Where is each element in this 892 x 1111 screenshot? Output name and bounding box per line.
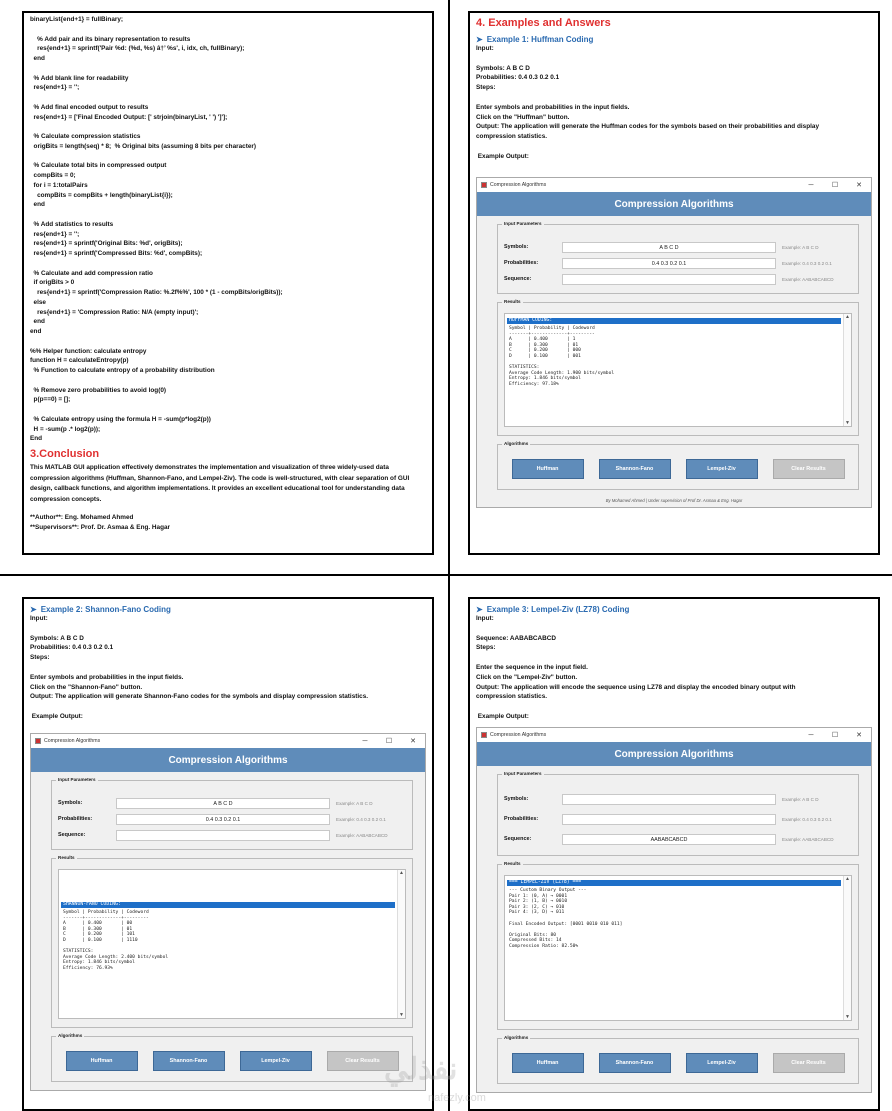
algorithms-group-label: Algorithms: [504, 441, 529, 446]
result-header-line[interactable]: SHANNON-FANO CODING:: [61, 902, 395, 908]
results-scrollbar[interactable]: [397, 870, 405, 1018]
sequence-label: Sequence:: [504, 276, 532, 282]
close-icon[interactable]: ✕: [856, 182, 862, 189]
scroll-up-icon: ▲: [399, 870, 404, 876]
app-icon: [35, 738, 41, 744]
symbols-example: Example: A B C D: [336, 800, 373, 806]
document-page-example-lempel-ziv: [468, 597, 880, 1111]
arrow-icon: ➤: [476, 35, 483, 44]
probabilities-label: Probabilities:: [504, 260, 539, 266]
sequence-input[interactable]: [116, 830, 330, 841]
probabilities-label: Probabilities:: [58, 816, 93, 822]
code-listing: binaryList{end+1} = fullBinary; % Add pair and its binary representation to results res{end+1} = sprintf('Pair %d: (%d, %s) â†’ %s', i, idx, ch, fullBinary); end % Add blank line for readability res{end+1} = ''; % Add final encoded output to results res{end+1} = ['Final Encoded Output: [' strjoin(binaryList, ' ') ']']; % Calculate compression statistics origBits = length(seq) * 8; % Original bits (assuming 8 bits per character) % Calculate total bits in compressed output compBits = 0; for i = 1:totalPairs compBits = compBits + length(binaryList{i}); end % Add statistics to results res{end+1} = ''; res{end+1} = sprintf('Original Bits: %d', origBits); res{end+1} = sprintf('Compressed Bits: %d', compBits); % Calculate and add compression ratio if origBits > 0 res{end+1} = sprintf('Compression Ratio: %.2f%%', 100 * (1 - compBits/origBits)); else res{end+1} = 'Compression Ratio: N/A (empty input)'; end end %% Helper function: calculate entropy function H = calculateEntropy(p) % Function to calculate entropy of a probability distribution % Remove zero probabilities to avoid log(0) p(p==0) = []; % Calculate entropy using the formula H = -sum(p*log2(p)) H = -sum(p .* log2(p)); End: [30, 16, 283, 443]
probabilities-example: Example: 0.4 0.3 0.2 0.1: [782, 816, 832, 822]
algorithms-group: [497, 441, 859, 490]
maximize-icon[interactable]: ☐: [831, 182, 839, 189]
results-group: [497, 299, 859, 436]
supervisors-line: **Supervisors**: Prof. Dr. Asmaa & Eng. Hagar: [30, 524, 171, 531]
sequence-label: Sequence:: [504, 836, 532, 842]
arrow-icon: ➤: [476, 605, 483, 614]
lempel-ziv-button[interactable]: Lempel-Ziv: [686, 459, 758, 479]
input-parameters-group: [51, 777, 413, 850]
document-page-example-shannon: [22, 597, 434, 1111]
sequence-example: Example: AABABCABCD: [336, 832, 388, 838]
result-text: --- Custom Binary Output --- Pair 1: (0, A) → 0001 Pair 2: (1, B) → 0010 Pair 3: (2, C) → 010 Pair 4: (3, D) → 011 Final Encoded Output: [0001 0010 010 011] Original Bits: 80 Compressed Bits: 14 Compression Ratio: 82.50%: [509, 888, 623, 949]
results-group-label: Results: [504, 299, 521, 304]
algorithms-group-label: Algorithms: [58, 1033, 83, 1038]
maximize-icon[interactable]: ☐: [385, 738, 393, 745]
symbols-example: Example: A B C D: [782, 244, 819, 250]
symbols-example: Example: A B C D: [782, 796, 819, 802]
result-header-line[interactable]: HUFFMAN CODING:: [507, 318, 841, 324]
clear-results-button[interactable]: Clear Results: [773, 459, 845, 479]
app-window: [30, 733, 426, 1091]
symbols-input[interactable]: A B C D: [562, 242, 776, 253]
probabilities-example: Example: 0.4 0.3 0.2 0.1: [782, 260, 832, 266]
app-banner: Compression Algorithms: [477, 742, 871, 766]
scroll-up-icon: ▲: [845, 876, 850, 882]
symbols-label: Symbols:: [504, 244, 529, 250]
sequence-input[interactable]: [562, 274, 776, 285]
results-group-label: Results: [504, 861, 521, 866]
app-icon: [481, 182, 487, 188]
sequence-example: Example: AABABCABCD: [782, 276, 834, 282]
app-banner: Compression Algorithms: [31, 748, 425, 772]
result-text: Symbol | Probability | Codeword -------+-------------+--------- A | 0.400 | 1 B | 0.300 | 01 C | 0.200 | 000 D | 0.100 | 001 STATISTICS: Average Code Length: 1.900 bits/symbol Entropy: 1.846 bits/symbol Efficiency: 97.18%: [509, 326, 615, 387]
results-listbox[interactable]: [504, 875, 852, 1021]
results-listbox[interactable]: [58, 869, 406, 1019]
input-group-label: Input Parameters: [504, 771, 542, 776]
lempel-ziv-button[interactable]: Lempel-Ziv: [686, 1053, 758, 1073]
minimize-icon[interactable]: ─: [362, 737, 368, 745]
lempel-ziv-button[interactable]: Lempel-Ziv: [240, 1051, 312, 1071]
scroll-down-icon: ▼: [845, 420, 850, 426]
watermark-logo: نفذلي: [384, 1053, 458, 1086]
scroll-up-icon: ▲: [845, 314, 850, 320]
sequence-label: Sequence:: [58, 832, 86, 838]
example-body: Input: Symbols: A B C D Probabilities: 0.4 0.3 0.2 0.1 Steps: Enter symbols and probabilities in the input fields. Click on the "Huffman" button. Output: The application will generate the Huffman codes for the symbols based on their probabilities and display compression statistics. Example Output:: [476, 45, 820, 160]
results-group-label: Results: [58, 855, 75, 860]
clear-results-button[interactable]: Clear Results: [327, 1051, 399, 1071]
watermark-url: nafezly.com: [428, 1092, 486, 1104]
window-title: Compression Algorithms: [490, 182, 547, 188]
window-title: Compression Algorithms: [44, 738, 101, 744]
input-group-label: Input Parameters: [58, 777, 96, 782]
input-group-label: Input Parameters: [504, 221, 542, 226]
example-body: Input: Sequence: AABABCABCD Steps: Enter the sequence in the input field. Click on the "Lempel-Ziv" button. Output: The application will encode the sequence using LZ78 and display the encoded binary output with compression statistics. Example Output:: [476, 615, 796, 720]
page-divider-horizontal: [0, 574, 892, 576]
probabilities-input[interactable]: [562, 814, 776, 825]
shannon-fano-button[interactable]: Shannon-Fano: [599, 459, 671, 479]
example-title: ➤ Example 2: Shannon-Fano Coding: [30, 605, 171, 614]
probabilities-input[interactable]: 0.4 0.3 0.2 0.1: [562, 258, 776, 269]
algorithms-group: [51, 1033, 413, 1082]
minimize-icon[interactable]: ─: [808, 181, 814, 189]
example-title: ➤ Example 3: Lempel-Ziv (LZ78) Coding: [476, 605, 630, 614]
scroll-down-icon: ▼: [399, 1012, 404, 1018]
huffman-button[interactable]: Huffman: [66, 1051, 138, 1071]
results-listbox[interactable]: [504, 313, 852, 427]
example-body: Input: Symbols: A B C D Probabilities: 0.4 0.3 0.2 0.1 Steps: Enter symbols and probabilities in the input fields. Click on the "Shannon-Fano" button. Output: The application will generate Shannon-Fano codes for the symbols and display compression statistics. Example Output:: [30, 615, 369, 720]
probabilities-input[interactable]: 0.4 0.3 0.2 0.1: [116, 814, 330, 825]
app-footer: By Mohamed Ahmed | Under supervision of Prof Dr. Asmaa & Eng. Hagar: [605, 498, 743, 503]
window-titlebar: [477, 728, 871, 742]
page-divider-vertical: [448, 0, 450, 1111]
maximize-icon[interactable]: ☐: [831, 732, 839, 739]
symbols-input[interactable]: [562, 794, 776, 805]
shannon-fano-button[interactable]: Shannon-Fano: [599, 1053, 671, 1073]
shannon-fano-button[interactable]: Shannon-Fano: [153, 1051, 225, 1071]
document-page-code: [22, 11, 434, 555]
probabilities-label: Probabilities:: [504, 816, 539, 822]
close-icon[interactable]: ✕: [410, 738, 416, 745]
window-title: Compression Algorithms: [490, 732, 547, 738]
window-titlebar: [477, 178, 871, 192]
results-scrollbar[interactable]: [843, 314, 851, 426]
huffman-button[interactable]: Huffman: [512, 1053, 584, 1073]
results-group: [497, 861, 859, 1030]
algorithms-group: [497, 1035, 859, 1084]
result-text: Symbol | Probability | Codeword -------+-------------+--------- A | 0.400 | 00 B | 0.300 | 01 C | 0.200 | 101 D | 0.100 | 1110 STATISTICS: Average Code Length: 2.400 bits/symbol Entropy: 1.846 bits/symbol Efficiency: 76.93%: [63, 910, 169, 971]
sequence-example: Example: AABABCABCD: [782, 836, 834, 842]
probabilities-example: Example: 0.4 0.3 0.2 0.1: [336, 816, 386, 822]
app-icon: [481, 732, 487, 738]
conclusion-text: This MATLAB GUI application effectively demonstrates the implementation and visualization of three widely-used data compression algorithms (Huffman, Shannon-Fano, and Lempel-Ziv). The code is well-structured, with clear separation of GUI design, callback functions, and algorithm implementations. It provides an excellent educational tool for understanding data compression concepts.: [30, 464, 410, 503]
input-parameters-group: [497, 221, 859, 294]
app-window: [476, 727, 872, 1093]
results-scrollbar[interactable]: [843, 876, 851, 1020]
conclusion-title: 3.Conclusion: [30, 448, 100, 460]
huffman-button[interactable]: Huffman: [512, 459, 584, 479]
document-page-example-huffman: [468, 11, 880, 555]
symbols-input[interactable]: A B C D: [116, 798, 330, 809]
clear-results-button[interactable]: Clear Results: [773, 1053, 845, 1073]
window-titlebar: [31, 734, 425, 748]
arrow-icon: ➤: [30, 605, 37, 614]
examples-section-title: 4. Examples and Answers: [476, 17, 611, 29]
symbols-label: Symbols:: [504, 796, 529, 802]
symbols-label: Symbols:: [58, 800, 83, 806]
app-window: [476, 177, 872, 508]
input-parameters-group: [497, 771, 859, 856]
algorithms-group-label: Algorithms: [504, 1035, 529, 1040]
sequence-input[interactable]: AABABCABCD: [562, 834, 776, 845]
example-title: ➤ Example 1: Huffman Coding: [476, 35, 594, 44]
scroll-down-icon: ▼: [845, 1014, 850, 1020]
results-group: [51, 855, 413, 1028]
close-icon[interactable]: ✕: [856, 732, 862, 739]
result-header-line[interactable]: === LEMPEL-ZIV (LZ78) ===: [507, 880, 841, 886]
app-banner: Compression Algorithms: [477, 192, 871, 216]
author-line: **Author**: Eng. Mohamed Ahmed: [30, 514, 134, 521]
minimize-icon[interactable]: ─: [808, 731, 814, 739]
